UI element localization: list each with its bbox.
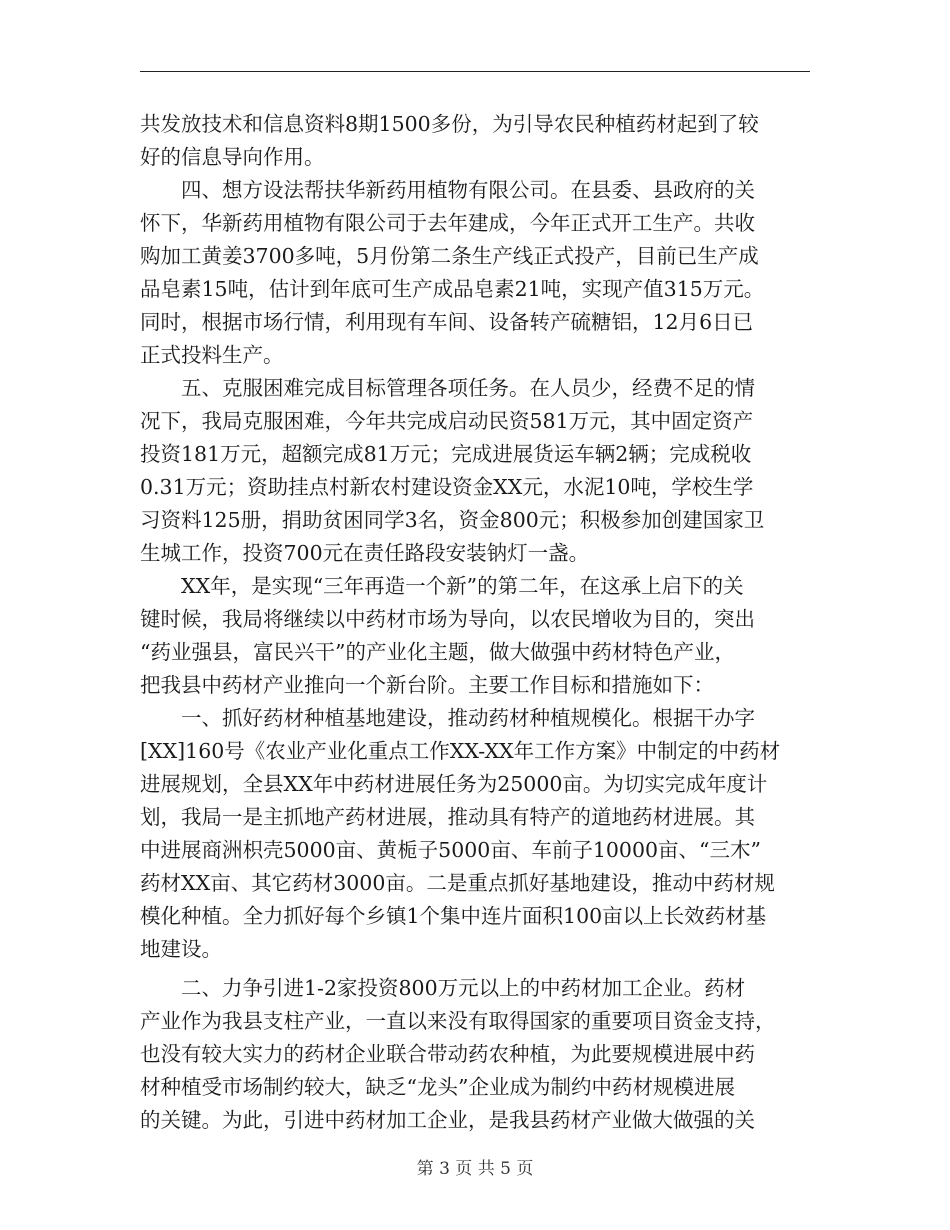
paragraph-start-line: 五、克服困难完成目标管理各项任务。在人员少，经费不足的情 xyxy=(181,376,755,400)
paragraph-start-line: 二、力争引进1-2家投资800万元以上的中药材加工企业。药材 xyxy=(181,976,746,1000)
paragraph-start-line: XX年，是实现“三年再造一个新”的第二年，在这承上启下的关 xyxy=(181,574,744,598)
body-line: 好的信息导向作用。 xyxy=(140,145,325,169)
body-line: 共发放技术和信息资料8期1500多份，为引导农民种植药材起到了较 xyxy=(140,112,759,136)
body-line: 也没有较大实力的药材企业联合带动药农种植，为此要规模进展中药 xyxy=(140,1042,755,1066)
body-line: [XX]160号《农业产业化重点工作XX-XX年工作方案》中制定的中药材 xyxy=(140,739,781,763)
body-line: 地建设。 xyxy=(140,937,222,961)
body-line: 材种植受市场制约较大，缺乏“龙头”企业成为制约中药材规模进展 xyxy=(140,1075,735,1099)
body-line: 况下，我局克服困难，今年共完成启动民资581万元，其中固定资产 xyxy=(140,409,754,433)
body-line: 药材XX亩、其它药材3000亩。二是重点抓好基地建设，推动中药材规 xyxy=(140,871,775,895)
body-line: 购加工黄姜3700多吨，5月份第二条生产线正式投产，目前已生产成 xyxy=(140,244,759,268)
body-line: 怀下，华新药用植物有限公司于去年建成，今年正式开工生产。共收 xyxy=(140,211,755,235)
body-line: 投资181万元，超额完成81万元；完成进展货运车辆2辆；完成税收 xyxy=(140,442,752,466)
body-line: 划，我局一是主抓地产药材进展，推动具有特产的道地药材进展。其 xyxy=(140,805,755,829)
body-line: 把我县中药材产业推向一个新台阶。主要工作目标和措施如下： xyxy=(140,673,714,697)
body-line: 品皂素15吨，估计到年底可生产成品皂素21吨，实现产值315万元。 xyxy=(140,277,765,301)
body-line: 正式投料生产。 xyxy=(140,343,284,367)
body-line: 的关键。为此，引进中药材加工企业，是我县药材产业做大做强的关 xyxy=(140,1108,755,1132)
body-line: 键时候，我局将继续以中药材市场为导向，以农民增收为目的，突出 xyxy=(140,607,755,631)
body-line: 0.31万元；资助挂点村新农村建设资金XX元，水泥10吨，学校生学 xyxy=(140,475,754,499)
body-line: 进展规划，全县XX年中药材进展任务为25000亩。为切实完成年度计 xyxy=(140,772,768,796)
body-line: 习资料125册，捐助贫困同学3名，资金800元；积极参加创建国家卫 xyxy=(140,508,765,532)
body-line: 模化种植。全力抓好每个乡镇1个集中连片面积100亩以上长效药材基 xyxy=(140,904,767,928)
body-line: “药业强县，富民兴干”的产业化主题，做大做强中药材特色产业， xyxy=(140,640,735,664)
header-rule xyxy=(140,71,810,72)
paragraph-start-line: 四、想方设法帮扶华新药用植物有限公司。在县委、县政府的关 xyxy=(181,178,755,202)
body-line: 中进展商洲枳壳5000亩、黄栀子5000亩、车前子10000亩、“三木” xyxy=(140,838,762,862)
document-body xyxy=(140,108,810,1137)
page-number-footer: 第 3 页 共 5 页 xyxy=(416,1159,534,1179)
body-line: 同时，根据市场行情，利用现有车间、设备转产硫糖铝，12月6日已 xyxy=(140,310,754,334)
body-line: 生城工作，投资700元在责任路段安装钠灯一盏。 xyxy=(140,541,590,565)
paragraph-start-line: 一、抓好药材种植基地建设，推动药材种植规模化。根据干办字 xyxy=(181,706,755,730)
body-line: 产业作为我县支柱产业，一直以来没有取得国家的重要项目资金支持， xyxy=(140,1009,776,1033)
